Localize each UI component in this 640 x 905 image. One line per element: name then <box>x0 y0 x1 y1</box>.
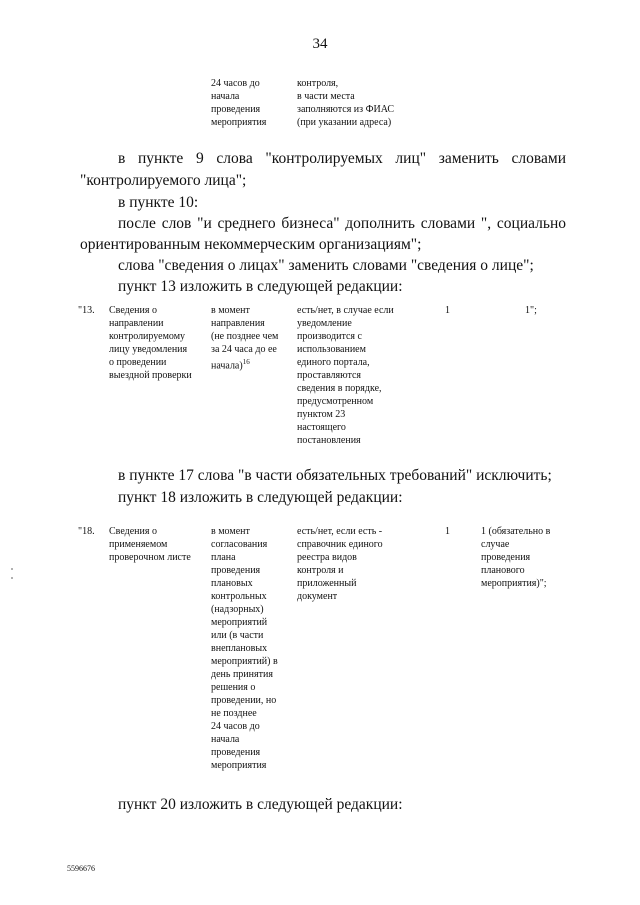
paragraph-item10-add-line2: ориентированным некоммерческим организациям"; <box>80 236 422 253</box>
scan-speck <box>11 577 13 579</box>
row18-format-cell: есть/нет, если есть - справочник единого реестра видов контроля и приложенный документ <box>297 526 383 602</box>
paragraph-item18-intro: пункт 18 изложить в следующей редакции: <box>118 489 403 506</box>
row13-col5: 1 <box>445 305 450 316</box>
paragraph-item17: в пункте 17 слова "в части обязательных требований" исключить; <box>118 467 552 484</box>
paragraph-item9-line2: "контролируемого лица"; <box>80 172 247 189</box>
paragraph-item10: в пункте 10: <box>118 194 199 211</box>
row13-name-cell: Сведения о направлении контролируемому лицу уведомления о проведении выездной проверки <box>109 305 192 381</box>
row13-timing-text: в момент направления (не позднее чем за 24 часа до ее начала) <box>211 305 279 372</box>
row13-format-cell: есть/нет, в случае если уведомление производится с использованием единого портала, проставляются сведения в порядке, предусмотренном пунктом 23 настоящего постановления <box>297 305 394 446</box>
scan-speck <box>11 568 13 570</box>
fragment-timing-cell: 24 часов до начала проведения мероприятия <box>211 78 267 128</box>
row18-col6: 1 (обязательно в случае проведения планового мероприятия)"; <box>481 526 551 589</box>
paragraph-item13-intro: пункт 13 изложить в следующей редакции: <box>118 278 403 295</box>
paragraph-item20-intro: пункт 20 изложить в следующей редакции: <box>118 796 403 813</box>
row18-name-cell: Сведения о применяемом проверочном листе <box>109 526 191 563</box>
paragraph-item10-replace: слова "сведения о лицах" заменить словами "сведения о лице"; <box>118 257 534 274</box>
row13-col6: 1"; <box>525 305 537 316</box>
row18-number: "18. <box>78 526 95 537</box>
row13-number: "13. <box>78 305 95 316</box>
row18-timing-cell: в момент согласования плана проведения плановых контрольных (надзорных) мероприятий или (в части внеплановых мероприятий) в день принятия решения о проведении, но не позднее 24 часов до начала проведения мероприятия <box>211 526 278 771</box>
row13-timing-cell <box>211 304 293 372</box>
page-number: 34 <box>312 36 328 52</box>
row18-col5: 1 <box>445 526 450 537</box>
paragraph-item9-line1: в пункте 9 слова "контролируемых лиц" заменить словами <box>118 150 566 167</box>
paragraph-item10-add-line1: после слов "и среднего бизнеса" дополнить словами ", социально <box>118 215 566 232</box>
document-code: 5596676 <box>67 864 95 873</box>
fragment-note-cell: контроля, в части места заполняются из ФИАС (при указании адреса) <box>297 78 395 128</box>
footnote-ref: 16 <box>242 358 250 366</box>
